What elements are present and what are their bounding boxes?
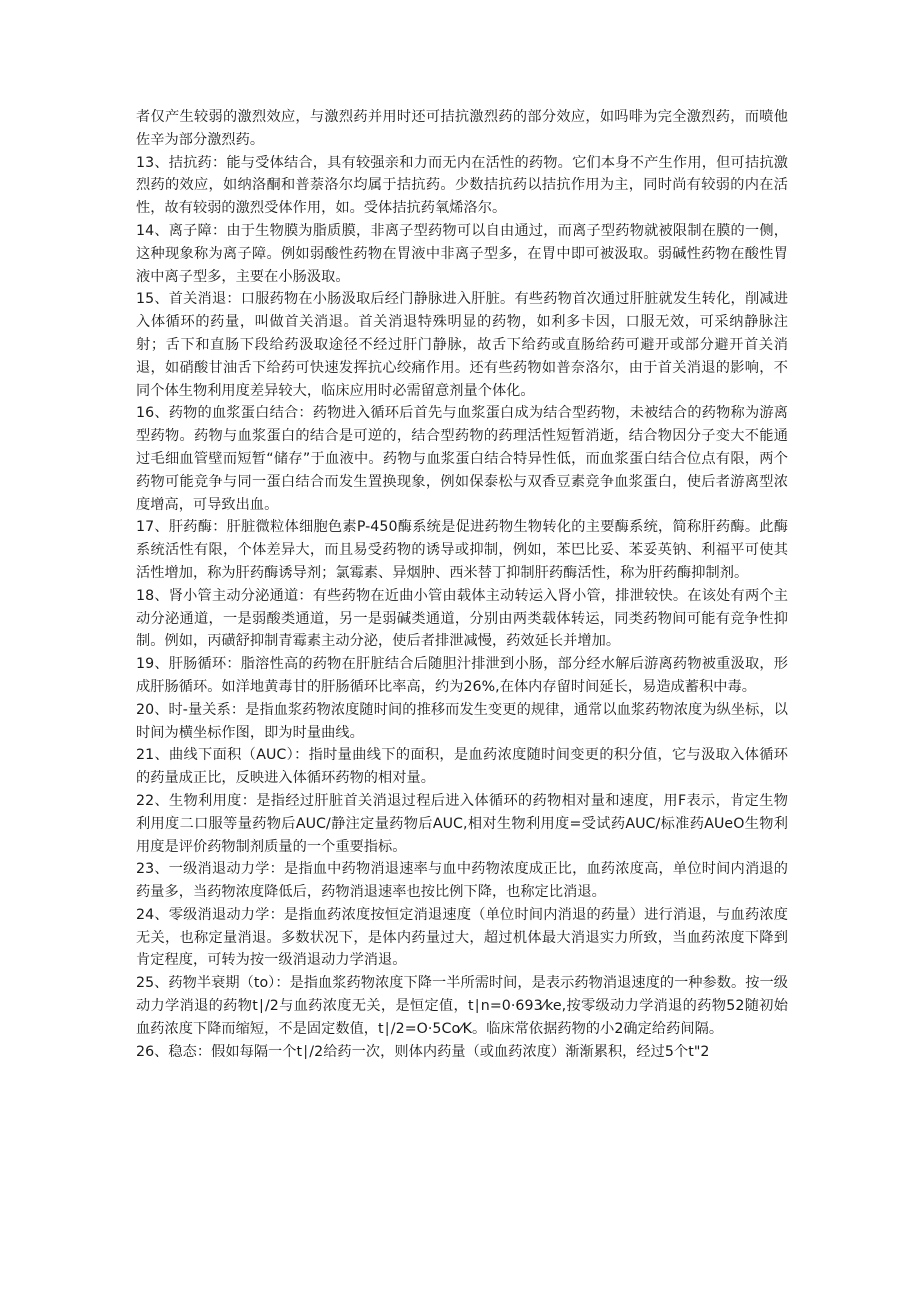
paragraph-25-half-life: 25、药物半衰期（to）：是指血浆药物浓度下降一半所需时间，是表示药物消退速度的一种参数。按一级动力学消退的药物t∣/2与血药浓度无关，是恒定值，t∣n=0·693⁄ke,按零级动力学消退的药物52随初始血药浓度下降而缩短，不是固定数值，t∣/2=O·5Co⁄K。临床常依据药物的小2确定给药间隔。 (136, 975, 788, 1037)
paragraph-17-liver-enzymes: 17、肝药酶：肝脏微粒体细胞色素P-450酶系统是促进药物生物转化的主要酶系统，简称肝药酶。此酶系统活性有限，个体差异大，而且易受药物的诱导或抑制，例如，苯巴比妥、苯妥英钠、利福平可使其活性增加，称为肝药酶诱导剂；氯霉素、异烟肿、西米替丁抑制肝药酶活性，称为肝药酶抑制剂。 (136, 519, 788, 581)
paragraph-continuation: 者仅产生较弱的激烈效应，与激烈药并用时还可拮抗激烈药的部分效应，如吗啡为完全激烈药，而喷他佐辛为部分激烈药。 (136, 109, 788, 148)
paragraph-20-time-concentration: 20、时-量关系：是指血浆药物浓度随时间的推移而发生变更的规律，通常以血浆药物浓度为纵坐标，以时间为横坐标作图，即为时量曲线。 (136, 701, 788, 741)
paragraph-14-ion-trapping: 14、离子障：由于生物膜为脂质膜，非离子型药物可以自由通过，而离子型药物就被限制在膜的一侧，这种现象称为离子障。例如弱酸性药物在胃液中非离子型多，在胃中即可被汲取。弱碱性药物在酸性胃液中离子型多，主要在小肠汲取。 (136, 222, 788, 285)
paragraph-22-bioavailability: 22、生物利用度：是指经过肝脏首关消退过程后进入体循环的药物相对量和速度，用F表示，肯定生物利用度二口服等量药物后AUC/静注定量药物后AUC,相对生物利用度=受试药AUC/标准药AUeO生物利用度是评价药物制剂质量的一个重要指标。 (136, 792, 788, 855)
paragraph-15-first-pass: 15、首关消退：口服药物在小肠汲取后经门静脉进入肝脏。有些药物首次通过肝脏就发生转化，削减进入体循环的药量，叫做首关消退。首关消退特殊明显的药物，如利多卡因，口服无效，可采纳静脉注射；舌下和直肠下段给药汲取途径不经过肝门静脉，故舌下给药或直肠给药可避开或部分避开首关消退，如硝酸甘油舌下给药可快速发挥抗心绞痛作用。还有些药物如普奈洛尔，由于首关消退的影响，不同个体生物利用度差异较大，临床应用时必需留意剂量个体化。 (136, 291, 788, 399)
paragraph-23-first-order: 23、一级消退动力学：是指血中药物消退速率与血中药物浓度成正比，血药浓度高，单位时间内消退的药量多，当药物浓度降低后，药物消退速率也按比例下降，也称定比消退。 (136, 861, 788, 901)
paragraph-26-steady-state: 26、稳态：假如每隔一个t∣/2给药一次，则体内药量（或血药浓度）渐渐累积，经过5个t"2 (136, 1043, 710, 1060)
paragraph-18-tubular-secretion: 18、肾小管主动分泌通道：有些药物在近曲小管由载体主动转运入肾小管，排泄较快。在该处有两个主动分泌通道，一是弱酸类通道，另一是弱碱类通道，分别由两类载体转运，同类药物间可能有竞争性抑制。例如，丙磺舒抑制青霉素主动分泌，使后者排泄减慢，药效延长并增加。 (136, 587, 788, 650)
document-body (136, 106, 788, 1063)
paragraph-19-enterohepatic: 19、肝肠循环：脂溶性高的药物在肝脏结合后随胆汁排泄到小肠，部分经水解后游离药物被重汲取，形成肝肠循环。如洋地黄毒甘的肝肠循环比率高，约为26%,在体内存留时间延长，易造成蓄积中毒。 (136, 656, 788, 695)
paragraph-16-protein-binding: 16、药物的血浆蛋白结合：药物进入循环后首先与血浆蛋白成为结合型药物，未被结合的药物称为游离型药物。药物与血浆蛋白的结合是可逆的，结合型药物的药理活性短暂消逝，结合物因分子变大不能通过毛细血管壁而短暂“储存”于血液中。药物与血浆蛋白结合特异性低，而血浆蛋白结合位点有限，两个药物可能竞争与同一蛋白结合而发生置换现象，例如保泰松与双香豆素竞争血浆蛋白，使后者游离型浓度增高，可导致出血。 (136, 405, 788, 513)
paragraph-13-antagonist: 13、拮抗药：能与受体结合，具有较强亲和力而无内在活性的药物。它们本身不产生作用，但可拮抗激烈药的效应，如纳洛酮和普萘洛尔均属于拮抗药。少数拮抗药以拮抗作用为主，同时尚有较弱的内在活性，故有较弱的激烈受体作用，如。受体拮抗药氧烯洛尔。 (136, 154, 788, 217)
paragraph-24-zero-order: 24、零级消退动力学：是指血药浓度按恒定消退速度（单位时间内消退的药量）进行消退，与血药浓度无关，也称定量消退。多数状况下，是体内药量过大，超过机体最大消退实力所致，当血药浓度下降到肯定程度，可转为按一级消退动力学消退。 (136, 906, 788, 969)
paragraph-21-auc: 21、曲线下面积（AUC）：指时量曲线下的面积，是血药浓度随时间变更的积分值，它与汲取入体循环的药量成正比，反映进入体循环药物的相对量。 (136, 747, 788, 787)
